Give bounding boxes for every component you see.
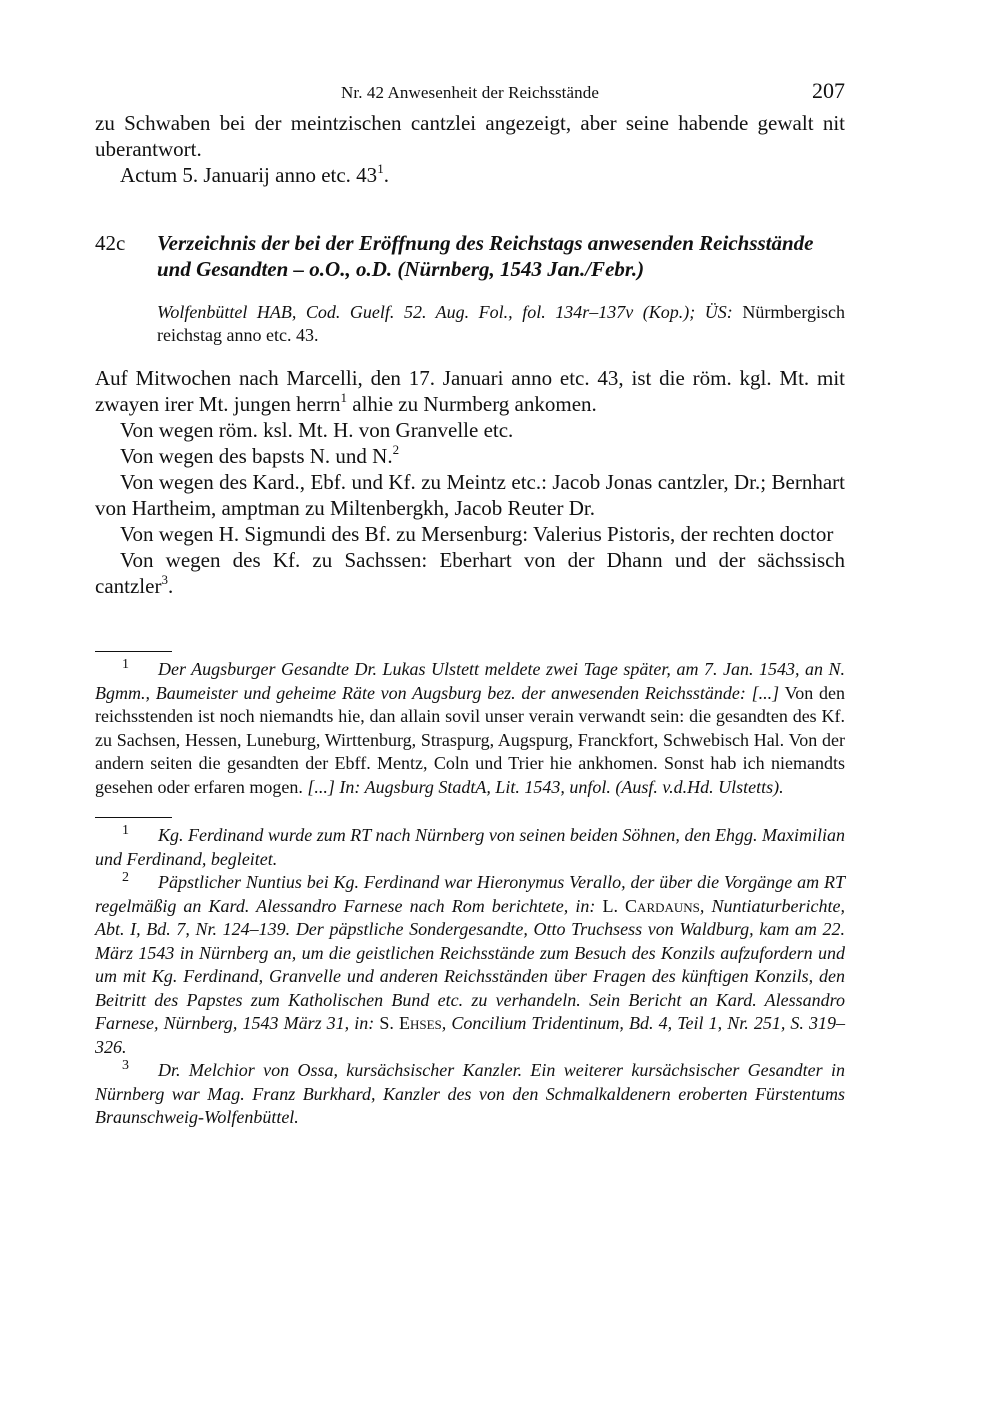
actum-text: Actum 5. Januarij anno etc. 43 (120, 163, 378, 187)
author-name: Ehses (398, 1013, 442, 1033)
section-title: Verzeichnis der bei der Eröffnung des Reichstags anwesenden Reichsstände und Gesandten – o.O., o.D. (Nürnberg, 1543 Jan./Febr.) (157, 231, 814, 281)
main-text (95, 365, 845, 599)
footnote-a1: 1 Der Augsburger Gesandte Dr. Lukas Ulstett meldete zwei Tage später, am 7. Jan. 1543, an N. Bgmm., Baumeister und geheime Räte von Augsburg bez. der anwesenden Reichsstände: [...] Von den reichsstenden ist noch niemandts hie, dan allain sovil unser verain verwandt sein: die gesandten des Kf. zu Sachsen, Hessen, Luneburg, Wirttenburg, Straspurg, Augspurg, Franckfort, Schwebisch Hal. Von der andern seiten die gesandten der Ebff. Mentz, Coln und Trier hie ankhomen. Sonst hab ich niemandts gesehen oder erfaren mogen. [...] In: Augsburg StadtA, Lit. 1543, unfol. (Ausf. v.d.Hd. Ulstetts). (95, 657, 845, 797)
intro-text (95, 110, 845, 188)
body-paragraph-1 (95, 365, 845, 417)
document-page (95, 78, 845, 1130)
body-paragraph-2: Von wegen röm. ksl. Mt. H. von Granvelle etc. (120, 418, 514, 442)
footnote-b2-italic-2: , Nuntiaturberichte, Abt. I, Bd. 7, Nr. 124–139. Der päpstliche Sondergesandte, Otto Truchsess von Waldburg, kam am 22. März 1543 in Nürnberg an, um die geistlichen Reichsstände zum Besuch des Konzils aufzufordern und um mit Kg. Ferdinand, Granvelle und anderen Reichsständen über Fragen des künftigen Konzils, den Beitritt des Papstes zum Katholischen Bund etc. zu verhandeln. Sein Bericht an Kard. Alessandro Farnese, Nürnberg, 1543 März 31, in: (95, 895, 845, 1033)
footnote-a1-italic-2: [...] In: Augsburg StadtA, Lit. 1543, unfol. (Ausf. v.d.Hd. Ulstetts). (307, 776, 784, 797)
page-header (95, 78, 845, 110)
actum-end: . (383, 163, 389, 187)
intro-paragraph-1: zu Schwaben bei der meintzischen cantzlei angezeigt, aber seine habende gewalt nit uberantwort. (95, 111, 845, 161)
source-note (157, 301, 845, 347)
footnote-b1-text: Kg. Ferdinand wurde zum RT nach Nürnberg von seinen beiden Söhnen, den Ehgg. Maximilian und Ferdinand, begleitet. (95, 825, 845, 869)
running-title: Nr. 42 Anwesenheit der Reichsstände (341, 83, 599, 102)
footnote-rule (95, 817, 172, 818)
author-initial: L. (595, 895, 626, 916)
body-p3-a: Von wegen des bapsts N. und N. (120, 444, 393, 468)
footnote-ref-2[interactable]: 2 (392, 442, 400, 457)
footnotes-apparatus (95, 651, 845, 799)
body-p6-end: . (167, 574, 174, 598)
footnote-b2-italic-3: , Concilium Tridentinum, Bd. 4, Teil 1, Nr. 251, S. 319–326. (95, 1013, 845, 1057)
footnote-ref-1[interactable]: 1 (377, 161, 384, 176)
footnote-ref-3[interactable]: 3 (161, 572, 168, 587)
footnote-a1-italic-1: Der Augsburger Gesandte Dr. Lukas Ulstett meldete zwei Tage später, am 7. Jan. 1543, an N. Bgmm., Baumeister und geheime Räte von Augsburg bez. der anwesenden Reichsstände: [...] (95, 659, 845, 703)
body-paragraph-5: Von wegen H. Sigmundi des Bf. zu Mersenburg: Valerius Pistoris, der rechten doctor (120, 522, 834, 546)
footnote-b1: 1 Kg. Ferdinand wurde zum RT nach Nürnberg von seinen beiden Söhnen, den Ehgg. Maximilian und Ferdinand, begleitet. (95, 823, 845, 869)
section-number: 42c (95, 231, 126, 255)
footnotes-commentary (95, 817, 845, 1130)
body-p1-b: alhie zu Nurmberg ankomen. (347, 392, 597, 416)
body-paragraph-6 (95, 547, 845, 599)
body-p1-a: Auf Mitwochen nach Marcelli, den 17. Januari anno etc. 43, ist die röm. kgl. Mt. mit zwayen irer Mt. jungen herrn (95, 366, 845, 416)
footnote-b3-text: Dr. Melchior von Ossa, kursächsischer Kanzler. Ein weiterer kursächsischer Gesandter in Nürnberg war Mag. Franz Burkhard, Kanzler des von den Schmalkaldenern eroberten Fürstentums Braunschweig-Wolfenbüttel. (95, 1060, 845, 1127)
page-number: 207 (812, 78, 845, 103)
body-p6-a: Von wegen des Kf. zu Sachssen: Eberhart von der Dhann und der sächssisch cantzler (95, 548, 845, 598)
source-heading: Nürmbergisch reichstag anno etc. 43. (157, 302, 845, 345)
body-paragraph-3 (95, 443, 845, 469)
author-name: Cardauns (625, 895, 700, 916)
footnote-rule (95, 651, 172, 652)
body-paragraph-4: Von wegen des Kard., Ebf. und Kf. zu Meintz etc.: Jacob Jonas cantzler, Dr.; Bernhart von Hartheim, amptman zu Miltenbergkh, Jacob Reuter Dr. (95, 470, 845, 520)
intro-paragraph-2 (95, 162, 845, 188)
footnote-b2-italic-1: Päpstlicher Nuntius bei Kg. Ferdinand war Hieronymus Verallo, der über die Vorgänge am RT regelmäßig an Kard. Alessandro Farnese nach Rom berichtete, in: (95, 872, 845, 916)
footnote-b3: 3 Dr. Melchior von Ossa, kursächsischer Kanzler. Ein weiterer kursächsischer Gesandter in Nürnberg war Mag. Franz Burkhard, Kanzler des von den Schmalkaldenern eroberten Fürstentums Braunschweig-Wolfenbüttel. (95, 1058, 845, 1127)
source-citation: Wolfenbüttel HAB, Cod. Guelf. 52. Aug. Fol., fol. 134r–137v (Kop.); ÜS: (157, 302, 733, 322)
footnote-b2: 2 Päpstlicher Nuntius bei Kg. Ferdinand war Hieronymus Verallo, der über die Vorgänge am RT regelmäßig an Kard. Alessandro Farnese nach Rom berichtete, in: L. Cardauns, Nuntiaturberichte, Abt. I, Bd. 7, Nr. 124–139. Der päpstliche Sondergesandte, Otto Truchsess von Waldburg, kam am 22. März 1543 in Nürnberg an, um die geistlichen Reichsstände zum Besuch des Konzils aufzufordern und um mit Kg. Ferdinand, Granvelle und anderen Reichsständen über Fragen des künftigen Konzils, den Beitritt des Papstes zum Katholischen Bund etc. zu verhandeln. Sein Bericht an Kard. Alessandro Farnese, Nürnberg, 1543 März 31, in: S. Ehses, Concilium Tridentinum, Bd. 4, Teil 1, Nr. 251, S. 319–326. (95, 870, 845, 1057)
author-initial: S. (374, 1013, 399, 1033)
footnote-ref-1[interactable]: 1 (340, 390, 347, 405)
footnote-a1-quote: Von den reichsstenden ist noch niemandts hie, dan allain sovil unser verain verwandt sein: die gesandten des Kf. zu Sachsen, Hessen, Luneburg, Wirttenburg, Straspurg, Augspurg, Franckfort, Schwebisch Hal. Von der andern seiten die gesandten der Ebff. Mentz, Coln und Trier hie ankhomen. Sonst hab ich niemandts gesehen oder erfaren mogen. (95, 682, 845, 797)
section-heading (95, 230, 845, 282)
